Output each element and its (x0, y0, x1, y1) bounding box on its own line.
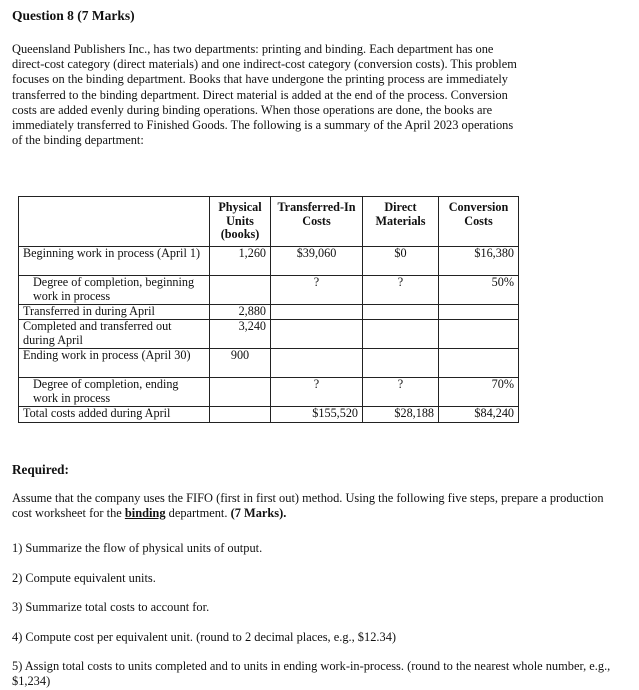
table-row (19, 407, 519, 423)
table-row (19, 305, 519, 320)
cell-materials: ? (363, 378, 439, 407)
assume-marks: (7 Marks). (230, 506, 287, 521)
table-row (19, 349, 519, 378)
table-header-row (19, 197, 519, 247)
cell-transferred: ? (271, 276, 363, 305)
header-transferred-in: Transferred-In Costs (271, 197, 363, 247)
cell-transferred (271, 320, 363, 349)
step-3: 3) Summarize total costs to account for. (12, 600, 210, 614)
assume-prefix: Assume that the company uses the FIFO (first in first out) method. Using the following five steps, prepare a production cost worksheet for the (12, 491, 604, 521)
intro-paragraph (12, 42, 520, 148)
assume-middle: department. (168, 506, 228, 521)
cell-conversion (439, 305, 519, 320)
cell-units (210, 407, 271, 423)
cell-units: 1,260 (210, 247, 271, 276)
table-row (19, 378, 519, 407)
intro-text: Queensland Publishers Inc., has two departments: printing and binding. Each department has one direct-cost category (direct materials) and one indirect-cost category (conversion costs). This problem focuses on the binding department. Books that have undergone the printing process are immediately transferred to the binding department. Direct material is added at the end of the process. Conversion costs are added evenly during binding operations. When those operations are done, the books are immediately transferred to Finished Goods. The following is a summary of the April 2023 operations of the binding department: (12, 42, 517, 148)
row-label: Degree of completion, ending work in process (19, 378, 210, 407)
cell-materials: $0 (363, 247, 439, 276)
cell-conversion: $16,380 (439, 247, 519, 276)
cell-transferred: $39,060 (271, 247, 363, 276)
row-label: Ending work in process (April 30) (19, 349, 210, 378)
cell-conversion: 50% (439, 276, 519, 305)
cell-units: 3,240 (210, 320, 271, 349)
step-5: 5) Assign total costs to units completed and to units in ending work-in-process. (round to the nearest whole number, e.g., $1,234) (12, 659, 611, 689)
row-label: Transferred in during April (19, 305, 210, 320)
assume-paragraph (12, 491, 612, 521)
cell-transferred (271, 305, 363, 320)
cell-conversion: $84,240 (439, 407, 519, 423)
cell-materials (363, 305, 439, 320)
table-row (19, 320, 519, 349)
cell-units (210, 378, 271, 407)
cell-transferred: $155,520 (271, 407, 363, 423)
required-title: Required: (12, 462, 69, 477)
header-blank (19, 197, 210, 247)
step-1: 1) Summarize the flow of physical units of output. (12, 541, 263, 555)
cell-materials (363, 320, 439, 349)
operations-table (18, 196, 519, 423)
cell-materials: ? (363, 276, 439, 305)
step-2: 2) Compute equivalent units. (12, 571, 156, 585)
cell-conversion (439, 349, 519, 378)
cell-materials: $28,188 (363, 407, 439, 423)
table-row (19, 247, 519, 276)
question-title: Question 8 (7 Marks) (12, 8, 135, 23)
table-row (19, 276, 519, 305)
header-conversion: Conversion Costs (439, 197, 519, 247)
cell-conversion (439, 320, 519, 349)
cell-units: 2,880 (210, 305, 271, 320)
row-label: Completed and transferred out during April (19, 320, 210, 349)
cell-transferred: ? (271, 378, 363, 407)
step-4: 4) Compute cost per equivalent unit. (round to 2 decimal places, e.g., $12.34) (12, 630, 397, 644)
cell-transferred (271, 349, 363, 378)
cell-units (210, 276, 271, 305)
assume-emphasis: binding (124, 506, 166, 521)
row-label: Beginning work in process (April 1) (19, 247, 210, 276)
header-physical-units: Physical Units (books) (210, 197, 271, 247)
cell-units: 900 (210, 349, 271, 378)
row-label: Total costs added during April (19, 407, 210, 423)
row-label: Degree of completion, beginning work in process (19, 276, 210, 305)
header-direct-materials: Direct Materials (363, 197, 439, 247)
cell-materials (363, 349, 439, 378)
cell-conversion: 70% (439, 378, 519, 407)
